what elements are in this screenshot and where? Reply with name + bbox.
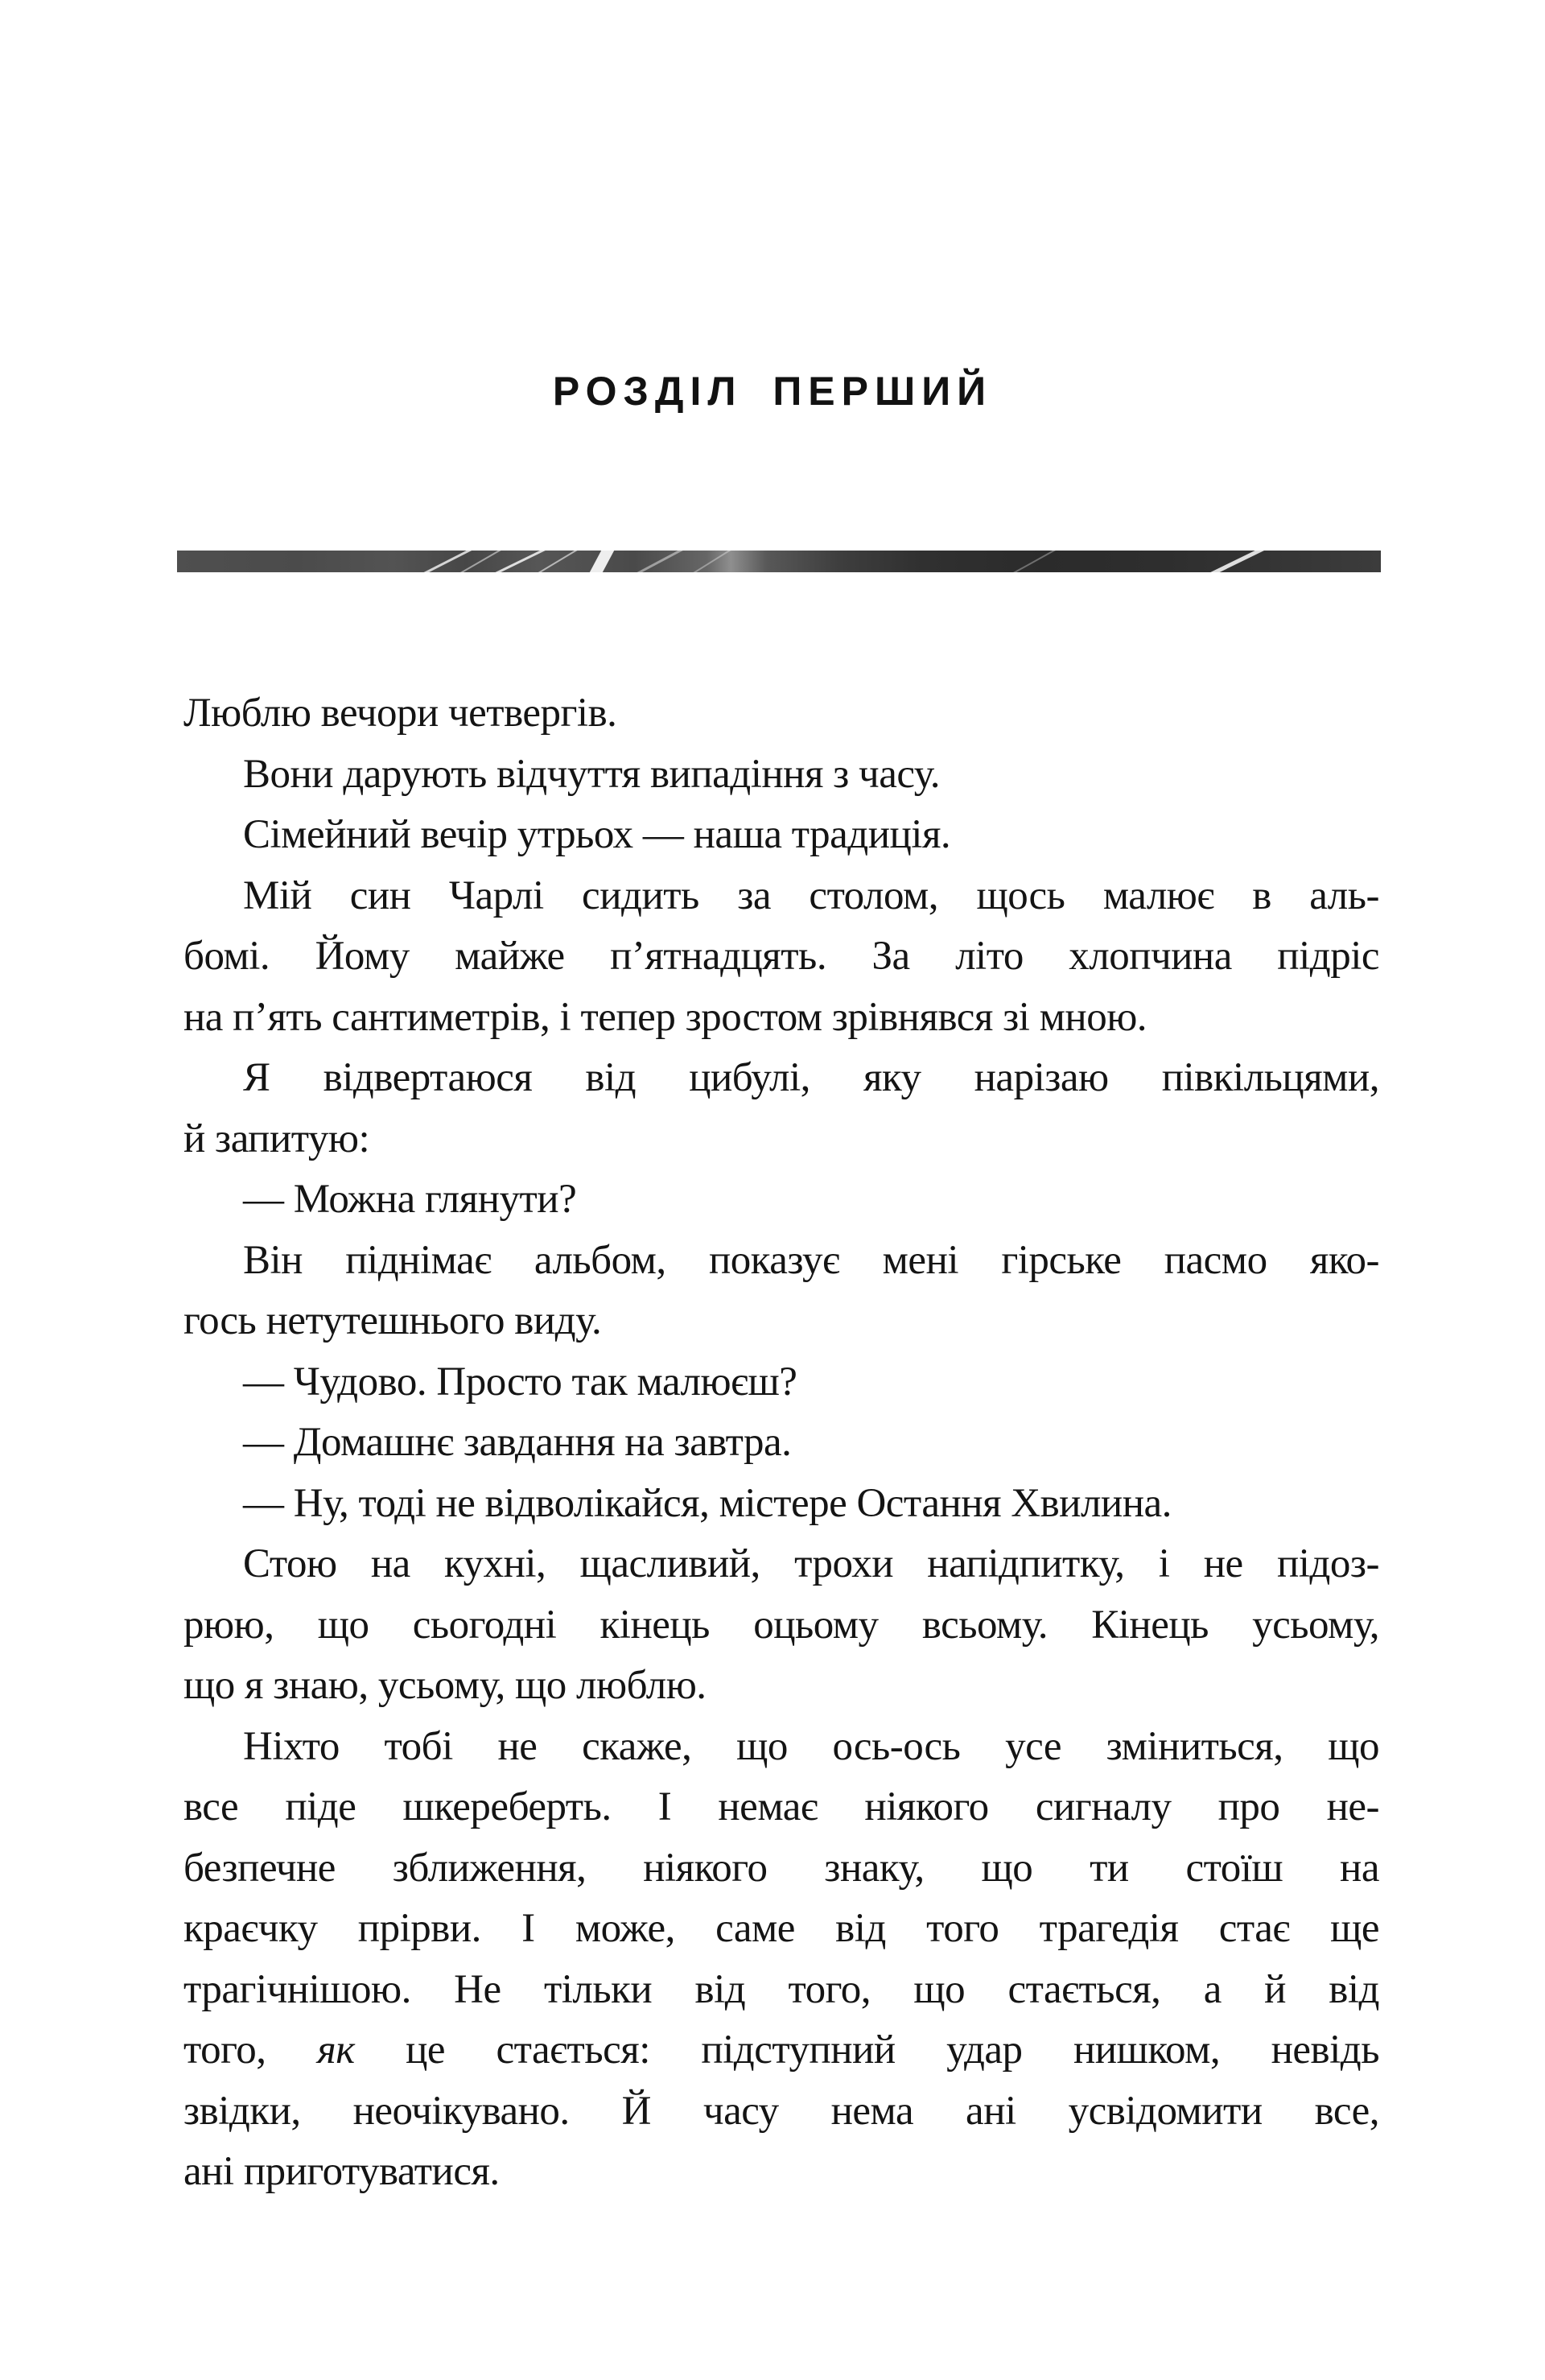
body-text <box>183 683 1379 2203</box>
text-line: Я відвертаюся від цибулі, яку нарізаю півкільцями, <box>243 1055 1379 1100</box>
text-line: що я знаю, усьому, що люблю. <box>183 1663 707 1708</box>
scratch-mark <box>620 551 693 572</box>
text-line: — Чудово. Просто так малюєш? <box>243 1359 797 1404</box>
text-line: Сімейний вечір утрьох — наша традиція. <box>243 812 951 857</box>
scratch-mark <box>1196 551 1270 572</box>
chapter-divider-image <box>177 551 1381 572</box>
scratch-mark <box>407 551 480 572</box>
text-line: Люблю вечори четвергів. <box>183 691 617 736</box>
text-line: безпечне зближення, ніякого знаку, що ти стоїш на <box>183 1845 1379 1891</box>
text-line: ані приготуватися. <box>183 2149 500 2194</box>
text-line: — Домашнє завдання на завтра. <box>243 1420 792 1465</box>
text-line: все піде шкереберть. І немає ніякого сигналу про не- <box>183 1784 1379 1829</box>
text-line <box>183 2020 1379 2081</box>
italic-word: як <box>317 2027 355 2073</box>
scratch-mark <box>674 551 744 572</box>
text-line: рюю, що сьогодні кінець оцьому всьому. Кінець усьому, <box>183 1602 1379 1648</box>
text-line: краєчку прірви. І може, саме від того трагедія стає ще <box>183 1906 1379 1951</box>
text-line: Мій син Чарлі сидить за столом, щось малює в аль- <box>243 872 1379 918</box>
light-gap <box>590 551 614 572</box>
text-line: — Можна глянути? <box>243 1177 577 1222</box>
text-line: Стою на кухні, щасливий, трохи напідпитку, і не підоз- <box>243 1541 1379 1586</box>
text-line: Вони дарують відчуття випадіння з часу. <box>243 751 940 797</box>
text-line: й запитую: <box>183 1116 370 1161</box>
text-segment: того, <box>183 2027 317 2073</box>
text-line: Він піднімає альбом, показує мені гірське пасмо яко- <box>243 1237 1379 1283</box>
chapter-title: РОЗДІЛ ПЕРШИЙ <box>552 369 993 414</box>
text-line: на п’ять сантиметрів, і тепер зростом зрівнявся зі мною. <box>183 994 1147 1040</box>
text-segment: це стається: підступний удар нишком, невідь <box>354 2027 1379 2073</box>
scratch-mark <box>520 551 590 572</box>
scratch-mark <box>995 551 1066 572</box>
text-line: трагічнішою. Не тільки від того, що стається, а й від <box>183 1966 1379 2012</box>
text-line: бомі. Йому майже п’ятнадцять. За літо хлопчина підріс <box>183 934 1379 979</box>
text-line: гось нетутешнього виду. <box>183 1298 602 1343</box>
text-line: — Ну, тоді не відволікайся, містере Остання Хвилина. <box>243 1480 1172 1526</box>
text-line: Ніхто тобі не скаже, що ось-ось усе зміниться, що <box>243 1723 1379 1769</box>
text-line: звідки, неочікувано. Й часу нема ані усвідомити все, <box>183 2088 1379 2134</box>
